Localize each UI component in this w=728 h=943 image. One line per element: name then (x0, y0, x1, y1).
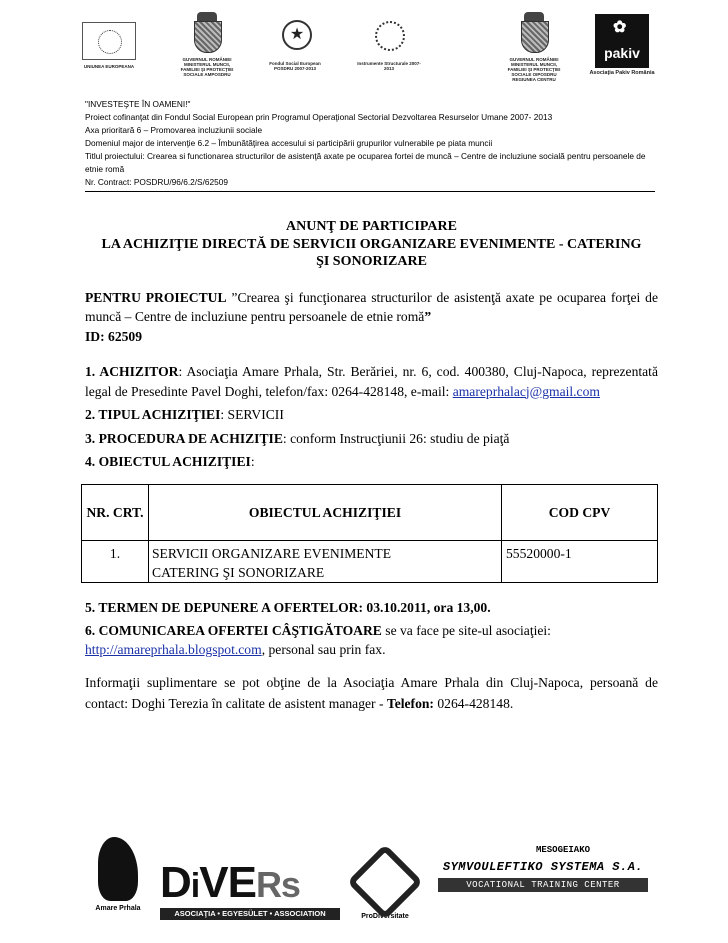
cell-cpv: 55520000-1 (502, 541, 658, 583)
title-line-1: ANUNŢ DE PARTICIPARE (286, 219, 457, 234)
section-text-2: , personal sau prin fax. (261, 642, 386, 657)
announcement-footer-text (85, 598, 658, 714)
header-divider (85, 190, 655, 192)
logo-caption: Instrumente Structurale 2007-2013 (357, 61, 421, 71)
column-header-nr: NR. CRT. (82, 485, 149, 541)
section-procedura (85, 429, 658, 449)
title-line-2: LA ACHIZIŢIE DIRECTĂ DE SERVICII ORGANIZARE EVENIMENTE - CATERING (101, 236, 642, 252)
section-comunicare (85, 621, 658, 660)
header-intervention-domain: Domeniul major de intervenţie 6.2 – Îmbunătăţirea accesului si participării grupurilor vulnerabile pe piata muncii (85, 138, 493, 148)
divers-wordmark: DiVERs (160, 858, 300, 907)
logo-caption: GUVERNUL ROMÂNIEI MINISTERUL MUNCII, FAMILIEI ŞI PROTECŢIEI SOCIALE OIPOSDRU REGIUNEA CENTRU (507, 57, 561, 82)
section-text: : 03.10.2011, ora 13,00. (358, 600, 491, 615)
table-row (82, 541, 658, 583)
section-text: se va face pe site-ul asociaţiei: (381, 622, 551, 638)
cell-obiect: SERVICII ORGANIZARE EVENIMENTE CATERING ŞI SONORIZARE (149, 541, 502, 583)
section-text: : Asociaţia Amare Prhala, Str. Berăriei, nr. 6, cod. 400380, Cluj-Napoca, reprezentată legal de Presedinte Pavel Doghi, telefon/fax: 0264-428148, e-mail: (85, 364, 658, 399)
project-name: ”Crearea şi funcţionarea structurilor de asistenţă axate pe ocuparea forţei de muncă – Centre de incluziune pentru persoanele de etnie romă (85, 289, 658, 324)
section-label: 3. PROCEDURA DE ACHIZIŢIE (85, 430, 283, 446)
phone-number: 0264-428148. (433, 695, 514, 711)
eu-logo (78, 8, 140, 69)
section-label: 2. TIPUL ACHIZIŢIEI (85, 407, 221, 422)
logo-caption: Fondul Social European POSDRU 2007-2013 (269, 61, 321, 71)
logo-caption: GUVERNUL ROMÂNIEI MINISTERUL MUNCII, FAMILIEI ŞI PROTECŢIEI SOCIALE AMPOSDRU (180, 57, 234, 77)
prodiversitate-caption: ProDiversitate (361, 913, 409, 920)
title-line-3: ŞI SONORIZARE (316, 254, 427, 269)
column-header-obiect: OBIECTUL ACHIZIŢIEI (149, 485, 502, 541)
section-text: : SERVICII (220, 407, 284, 422)
coat-of-arms-icon (519, 12, 549, 54)
amare-prhala-caption: Amare Prhala (95, 905, 141, 912)
header-cofinancing: Proiect cofinanţat din Fondul Social European prin Programul Operaţional Sectorial Dezvoltarea Resurselor Umane 2007- 2013 (85, 112, 553, 122)
section-label: 6. COMUNICAREA OFERTEI CÂŞTIGĂTOARE (85, 622, 382, 638)
section-label: 5. TERMEN DE DEPUNERE A OFERTELOR (85, 600, 359, 615)
divers-caption: ASOCIAŢIA • EGYESÜLET • ASSOCIATION (160, 908, 340, 920)
header-project-title: Titlul proiectului: Crearea si functionarea structurilor de asistenţă axate pe ocuparea fortei de muncă – Centre de incluziune socială pentru persoanele de etnie romă (85, 151, 646, 174)
section-tip-achizitie (85, 405, 658, 425)
section-label: 4. OBIECTUL ACHIZIŢIEI (85, 454, 251, 469)
mesogeiako-logo (438, 845, 648, 925)
government-regional-logo (502, 8, 566, 82)
section-text: : conform Instrucţiunii 26: studiu de piaţă (282, 430, 510, 446)
mesogeiako-line-3: VOCATIONAL TRAINING CENTER (438, 878, 648, 892)
column-header-cpv: COD CPV (502, 485, 658, 541)
prodiversitate-icon (347, 844, 423, 920)
amare-prhala-logo (88, 837, 148, 923)
phone-label: Telefon: (386, 695, 434, 711)
pakiv-logo-icon: ✿ pakiv (595, 14, 649, 68)
mesogeiako-line-2: SYMVOULEFTIKO SYSTEMA S.A. (442, 860, 644, 874)
structural-instruments-logo (356, 8, 422, 71)
structural-instruments-icon (367, 18, 411, 58)
section-achizitor (85, 362, 658, 401)
coat-of-arms-icon (192, 12, 222, 54)
announcement-body (85, 218, 658, 472)
project-label: PENTRU PROIECTUL (85, 289, 227, 305)
section-text: : (250, 454, 255, 469)
project-paragraph (85, 288, 658, 347)
project-header (85, 98, 655, 192)
mesogeiako-line-1: MESOGEIAKO (535, 845, 590, 855)
project-close-quote: ” (424, 309, 432, 324)
pakiv-wordmark: pakiv (604, 45, 640, 61)
prodiversitate-logo (350, 855, 420, 925)
cell-nr: 1. (82, 541, 149, 583)
announcement-title (85, 218, 658, 271)
contact-paragraph (85, 672, 658, 714)
partner-logos (0, 825, 728, 943)
government-logo (176, 8, 238, 77)
horse-icon (98, 837, 138, 901)
header-contract-number: Nr. Contract: POSDRU/96/6.2/S/62509 (85, 177, 228, 187)
sponsor-logos (78, 8, 658, 88)
pakiv-logo (586, 8, 658, 76)
eu-flag-icon (82, 22, 136, 60)
header-slogan: "INVESTEŞTE ÎN OAMENI!" (85, 99, 191, 109)
section-label: 1. ACHIZITOR (85, 364, 179, 379)
logo-caption: Asociaţia Pakiv România (589, 70, 655, 76)
fse-star-icon: ★ (273, 18, 317, 58)
project-id: ID: 62509 (85, 328, 143, 344)
section-termen (85, 598, 658, 618)
logo-caption: UNIUNEA EUROPEANA (83, 64, 135, 69)
fse-logo (262, 8, 328, 71)
blog-link[interactable]: http://amareprhala.blogspot.com (85, 642, 262, 657)
divers-logo (160, 858, 340, 925)
email-link[interactable]: amareprhalacj@gmail.com (452, 383, 600, 399)
header-priority-axis: Axa prioritară 6 – Promovarea incluziunii sociale (85, 125, 263, 135)
section-obiect (85, 452, 658, 472)
contact-text: Informaţii suplimentare se pot obţine de la Asociaţia Amare Prhala din Cluj-Napoca, persoană de contact: Doghi Terezia în calitate de asistent manager - (85, 674, 658, 711)
table-header-row (82, 485, 658, 541)
acquisition-table (81, 484, 658, 583)
